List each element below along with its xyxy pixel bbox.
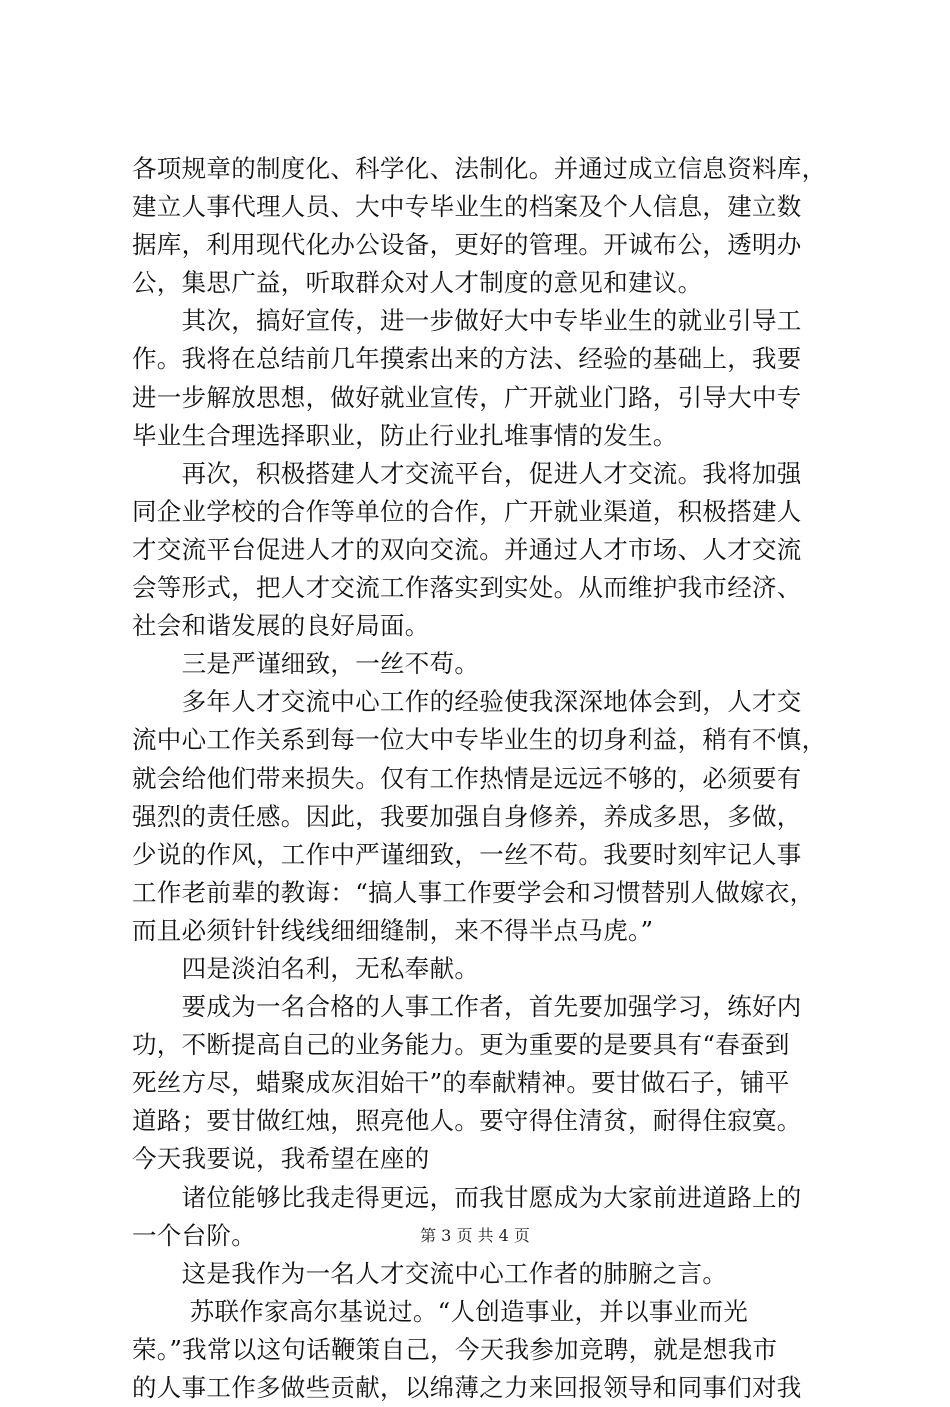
text-line: 苏联作家高尔基说过。“人创造事业，并以事业而光 xyxy=(132,1296,749,1326)
body-text xyxy=(132,150,832,1407)
text-line: 强烈的责任感。因此，我要加强自身修养，养成多思，多做， xyxy=(132,801,802,831)
text-line: 工作老前辈的教诲：“搞人事工作要学会和习惯替别人做嫁衣， xyxy=(132,877,815,907)
text-line: 社会和谐发展的良好局面。 xyxy=(132,611,430,641)
text-line: 作。我将在总结前几年摸索出来的方法、经验的基础上，我要 xyxy=(132,344,802,374)
text-line: 道路；要甘做红烛，照亮他人。要守得住清贫，耐得住寂寞。 xyxy=(132,1106,802,1136)
text-line: 流中心工作关系到每一位大中专毕业生的切身利益，稍有不慎， xyxy=(132,725,827,755)
text-line: 公，集思广益，听取群众对人才制度的意见和建议。 xyxy=(132,268,703,298)
text-line: 三是严谨细致，一丝不苟。 xyxy=(132,649,480,679)
text-line: 的人事工作多做些贡献，以绵薄之力来回报领导和同事们对我 xyxy=(132,1373,802,1402)
text-line: 四是淡泊名利，无私奉献。 xyxy=(132,953,480,983)
text-line: 进一步解放思想，做好就业宣传，广开就业门路，引导大中专 xyxy=(132,382,802,412)
text-line: 要成为一名合格的人事工作者，首先要加强学习，练好内 xyxy=(132,992,802,1022)
text-line: 多年人才交流中心工作的经验使我深深地体会到，人才交 xyxy=(132,687,802,717)
text-line: 其次，搞好宣传，进一步做好大中专毕业生的就业引导工 xyxy=(132,306,802,336)
text-line: 一个台阶。 xyxy=(132,1220,256,1250)
text-line: 就会给他们带来损失。仅有工作热情是远远不够的，必须要有 xyxy=(132,763,802,793)
page-number-footer: 第 3 页 共 4 页 xyxy=(420,1226,530,1245)
text-line: 荣。”我常以这句话鞭策自己，今天我参加竞聘，就是想我市 xyxy=(132,1334,778,1364)
text-line: 据库，利用现代化办公设备，更好的管理。开诚布公，透明办 xyxy=(132,230,802,260)
text-line: 而且必须针针线线细细缝制，来不得半点马虎。” xyxy=(132,915,654,945)
text-line: 这是我作为一名人才交流中心工作者的肺腑之言。 xyxy=(132,1258,728,1288)
text-line: 会等形式，把人才交流工作落实到实处。从而维护我市经济、 xyxy=(132,573,802,603)
text-line: 才交流平台促进人才的双向交流。并通过人才市场、人才交流 xyxy=(132,534,802,564)
text-line: 同企业学校的合作等单位的合作，广开就业渠道，积极搭建人 xyxy=(132,496,802,526)
text-line: 今天我要说，我希望在座的 xyxy=(132,1144,430,1174)
text-line: 建立人事代理人员、大中专毕业生的档案及个人信息，建立数 xyxy=(132,192,802,222)
text-line: 死丝方尽，蜡聚成灰泪始干”的奉献精神。要甘做石子，铺平 xyxy=(132,1068,790,1098)
text-line: 少说的作风，工作中严谨细致，一丝不苟。我要时刻牢记人事 xyxy=(132,839,802,869)
text-line: 诸位能够比我走得更远，而我甘愿成为大家前进道路上的 xyxy=(132,1182,802,1212)
text-line: 功，不断提高自己的业务能力。更为重要的是要具有“春蚕到 xyxy=(132,1030,790,1060)
text-line: 各项规章的制度化、科学化、法制化。并通过成立信息资料库， xyxy=(132,154,827,183)
text-line: 再次，积极搭建人才交流平台，促进人才交流。我将加强 xyxy=(132,458,802,488)
text-line: 毕业生合理选择职业，防止行业扎堆事情的发生。 xyxy=(132,420,678,450)
